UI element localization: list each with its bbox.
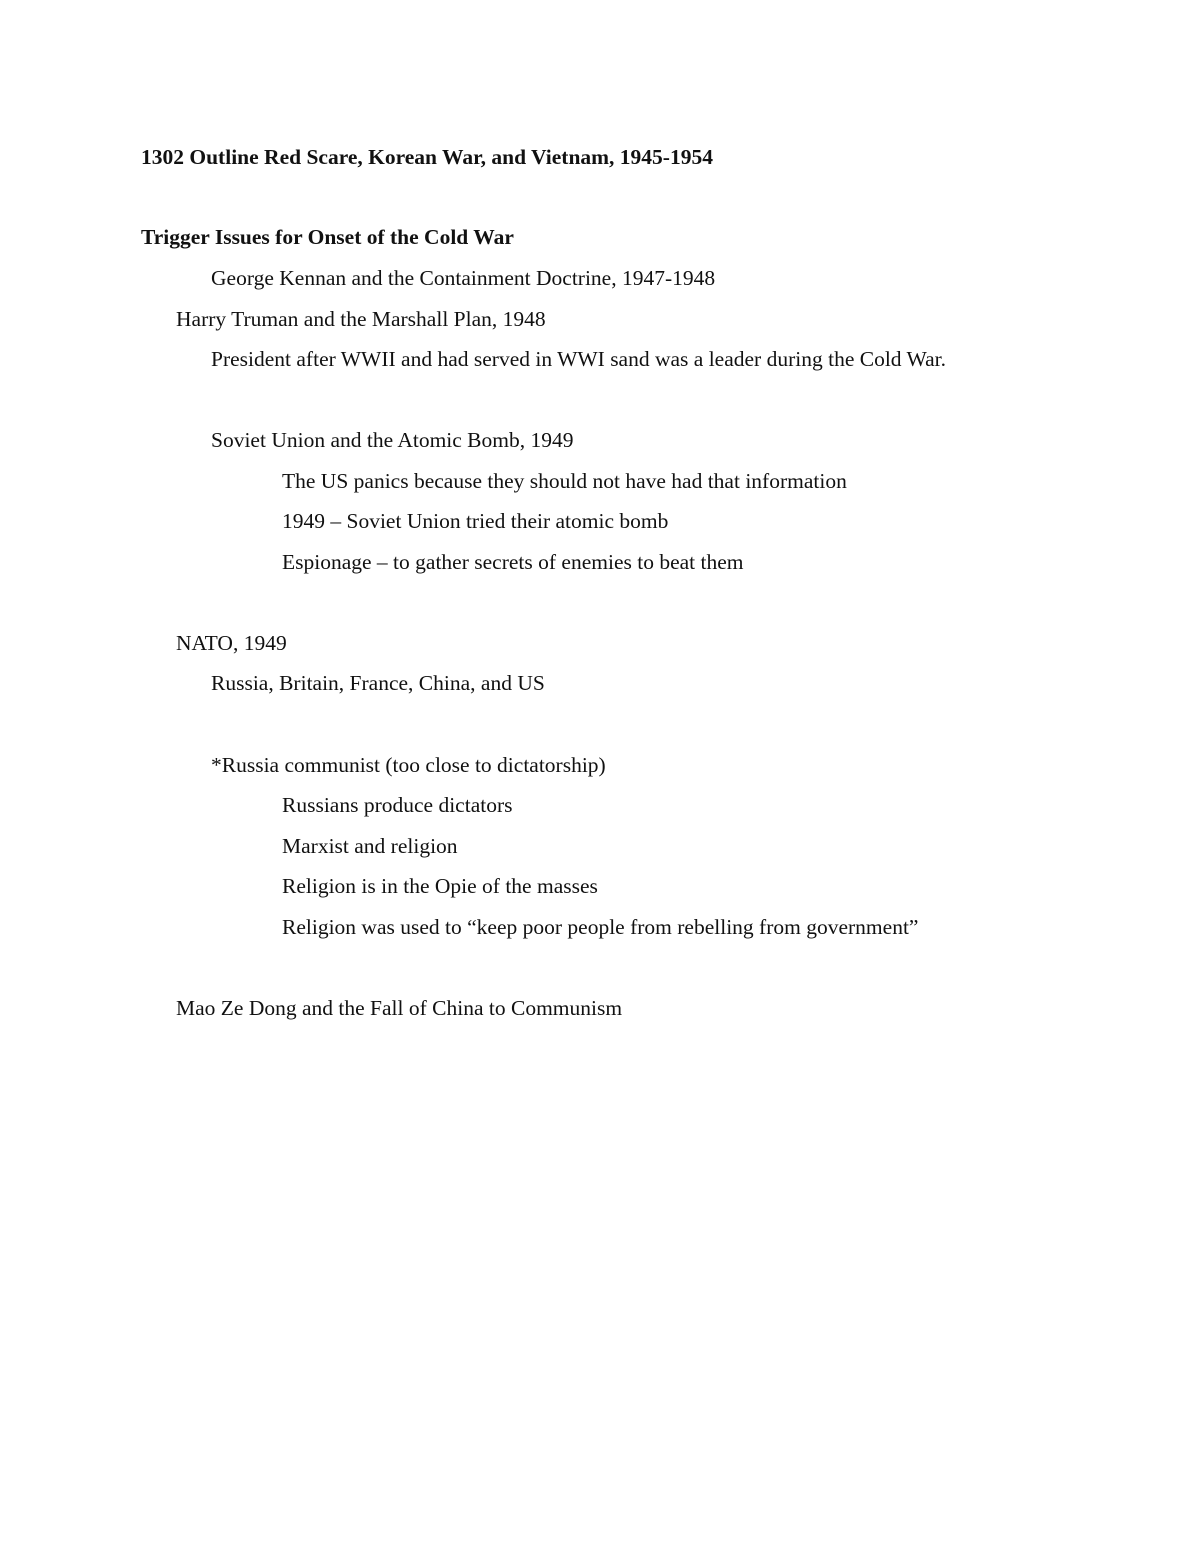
outline-note-dictators: Russians produce dictators [282, 793, 513, 817]
outline-item-mao: Mao Ze Dong and the Fall of China to Communism [176, 996, 623, 1020]
section-heading: Trigger Issues for Onset of the Cold War [141, 225, 514, 249]
outline-item-kennan: George Kennan and the Containment Doctrine, 1947-1948 [211, 266, 716, 290]
outline-note-members: Russia, Britain, France, China, and US [211, 671, 545, 695]
document-title: 1302 Outline Red Scare, Korean War, and Vietnam, 1945-1954 [141, 145, 713, 169]
outline-note-tried-bomb: 1949 – Soviet Union tried their atomic bomb [282, 509, 669, 533]
outline-item-soviet-bomb: Soviet Union and the Atomic Bomb, 1949 [211, 428, 574, 452]
outline-note-keep-poor: Religion was used to “keep poor people from rebelling from government” [282, 915, 919, 939]
outline-note-president: President after WWII and had served in WWI sand was a leader during the Cold War. [211, 347, 946, 371]
outline-item-truman: Harry Truman and the Marshall Plan, 1948 [176, 307, 546, 331]
outline-note-espionage: Espionage – to gather secrets of enemies to beat them [282, 550, 744, 574]
outline-note-opie: Religion is in the Opie of the masses [282, 874, 598, 898]
outline-note-marxist: Marxist and religion [282, 834, 458, 858]
outline-note-us-panics: The US panics because they should not have had that information [282, 469, 847, 493]
outline-note-russia-communist: *Russia communist (too close to dictatorship) [211, 753, 606, 777]
outline-item-nato: NATO, 1949 [176, 631, 287, 655]
